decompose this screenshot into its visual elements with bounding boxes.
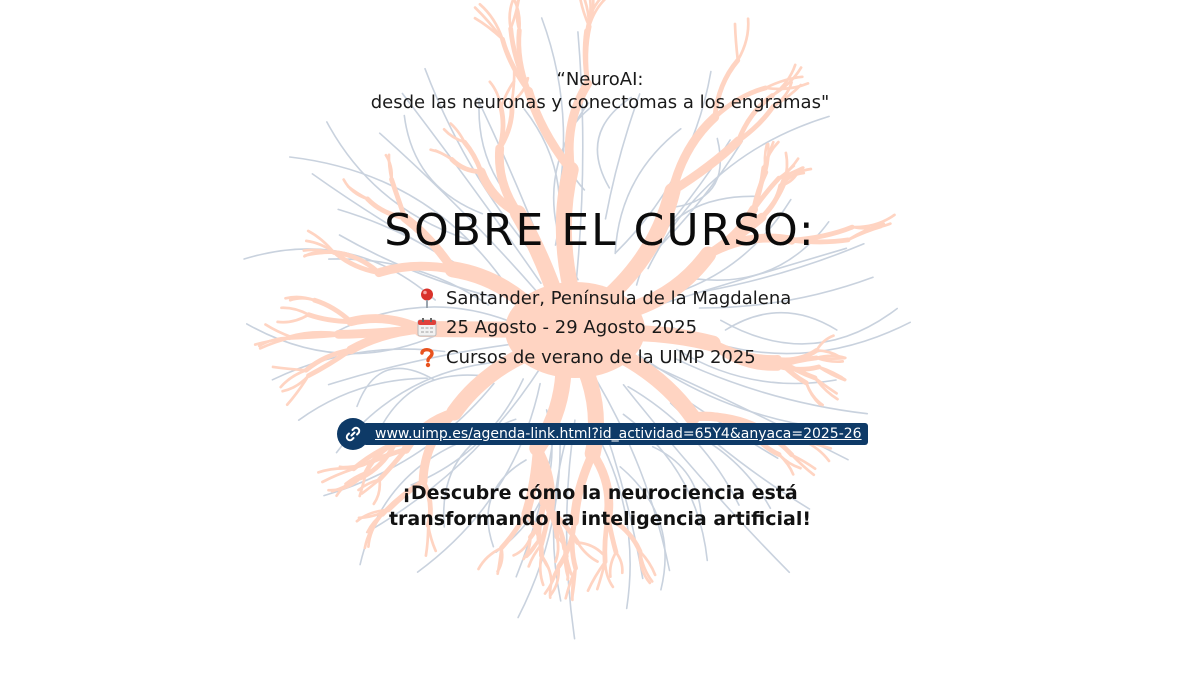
link-pill[interactable] (363, 423, 868, 445)
fiber-line (726, 313, 837, 330)
fiber-line (418, 384, 540, 572)
fiber-line (299, 378, 428, 420)
dendrite-branch (735, 24, 738, 60)
dendrite-branch (339, 329, 422, 334)
dendrite-branch (541, 556, 551, 582)
question-icon (416, 346, 438, 368)
info-location (416, 284, 791, 312)
info-program (416, 343, 756, 371)
cta-line2: transformando la inteligencia artificial! (388, 508, 812, 530)
dendrite-branch (282, 308, 309, 315)
dendrite-branch (498, 548, 502, 574)
dendrite-branch (556, 537, 559, 562)
program-text: Cursos de verano de la UIMP 2025 (446, 346, 756, 368)
dendrite-branch (278, 315, 309, 323)
course-title-line1: “NeuroAI: (556, 69, 644, 90)
dendrite-branch (819, 367, 845, 380)
dendrite-branch (610, 552, 616, 576)
dendrite-branch (616, 552, 622, 573)
link-url[interactable]: www.uimp.es/agenda-link.html?id_actividad=65Y4&anyaca=2025-26 (375, 426, 862, 442)
calendar-icon (416, 316, 438, 338)
dendrite-branch (351, 319, 422, 329)
dendrite-branch (738, 19, 748, 61)
course-link[interactable] (337, 418, 868, 450)
cta-line1: ¡Descubre cómo la neurociencia está (402, 482, 798, 504)
pin-icon (416, 287, 438, 309)
fiber-line (357, 368, 434, 406)
dates-text: 25 Agosto - 29 Agosto 2025 (446, 316, 698, 338)
link-icon (337, 418, 369, 450)
page-heading: SOBRE EL CURSO: (384, 205, 816, 256)
location-text: Santander, Península de la Magdalena (446, 287, 792, 309)
info-dates (416, 313, 697, 341)
dendrite-branch (290, 298, 314, 300)
course-title-line2: desde las neuronas y conectomas a los engramas" (370, 92, 830, 113)
dendrite-branch (348, 187, 367, 199)
